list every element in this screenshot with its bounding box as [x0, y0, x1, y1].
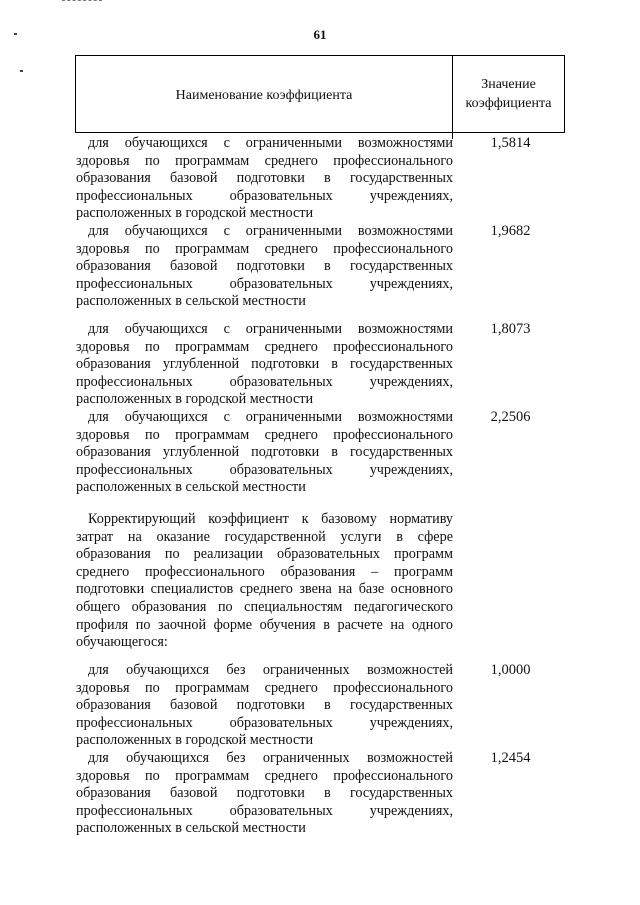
row-label: для обучающихся без ограниченных возможностей здоровья по программам среднего профессионального образования базовой подготовки в государственных профессиональных образовательных учреждениях, расположенных в городской местности	[76, 662, 453, 749]
page-number: 61	[313, 27, 327, 42]
scan-artifact-dot	[20, 70, 23, 72]
row-label: для обучающихся без ограниченных возможностей здоровья по программам среднего профессионального образования базовой подготовки в государственных профессиональных образовательных учреждениях, расположенных в сельской местности	[76, 750, 453, 837]
table-section-heading	[76, 511, 566, 652]
table-row	[76, 750, 566, 838]
column-header-value-line2: коэффициента	[465, 96, 552, 111]
row-value: 1,0000	[490, 662, 531, 678]
table-row	[76, 223, 566, 311]
table-row	[76, 321, 566, 409]
row-value: 1,2454	[490, 750, 531, 766]
column-header-name: Наименование коэффициента	[76, 56, 453, 132]
row-label: для обучающихся с ограниченными возможностями здоровья по программам среднего профессионального образования углубленной подготовки в государственных профессиональных образовательных учреждениях, расположенных в городской местности	[76, 321, 453, 408]
row-label: для обучающихся с ограниченными возможностями здоровья по программам среднего профессионального образования базовой подготовки в государственных профессиональных образовательных учреждениях, расположенных в городской местности	[76, 135, 453, 222]
table-row	[76, 409, 566, 497]
row-value: 1,8073	[490, 321, 531, 337]
row-value	[453, 511, 566, 652]
scan-artifact-line	[62, 0, 102, 3]
row-value: 1,9682	[490, 223, 531, 239]
row-value: 1,5814	[490, 135, 531, 151]
table-row	[76, 135, 566, 223]
row-label: для обучающихся с ограниченными возможностями здоровья по программам среднего профессионального образования базовой подготовки в государственных профессиональных образовательных учреждениях, расположенных в сельской местности	[76, 223, 453, 310]
table-header	[75, 55, 565, 133]
section-heading-text: Корректирующий коэффициент к базовому нормативу затрат на оказание государственной услуги в сфере образования по реализации образовательных программ среднего профессионального образования – программ подготовки специалистов среднего звена на базе основного общего образования по специальностям педагогического профиля по заочной форме обучения в расчете на одного обучающегося:	[76, 511, 453, 651]
column-header-value	[453, 56, 564, 132]
column-header-value-line1: Значение	[481, 77, 536, 92]
row-label: для обучающихся с ограниченными возможностями здоровья по программам среднего профессионального образования углубленной подготовки в государственных профессиональных образовательных учреждениях, расположенных в сельской местности	[76, 409, 453, 496]
row-value: 2,2506	[490, 409, 531, 425]
table-row	[76, 662, 566, 750]
